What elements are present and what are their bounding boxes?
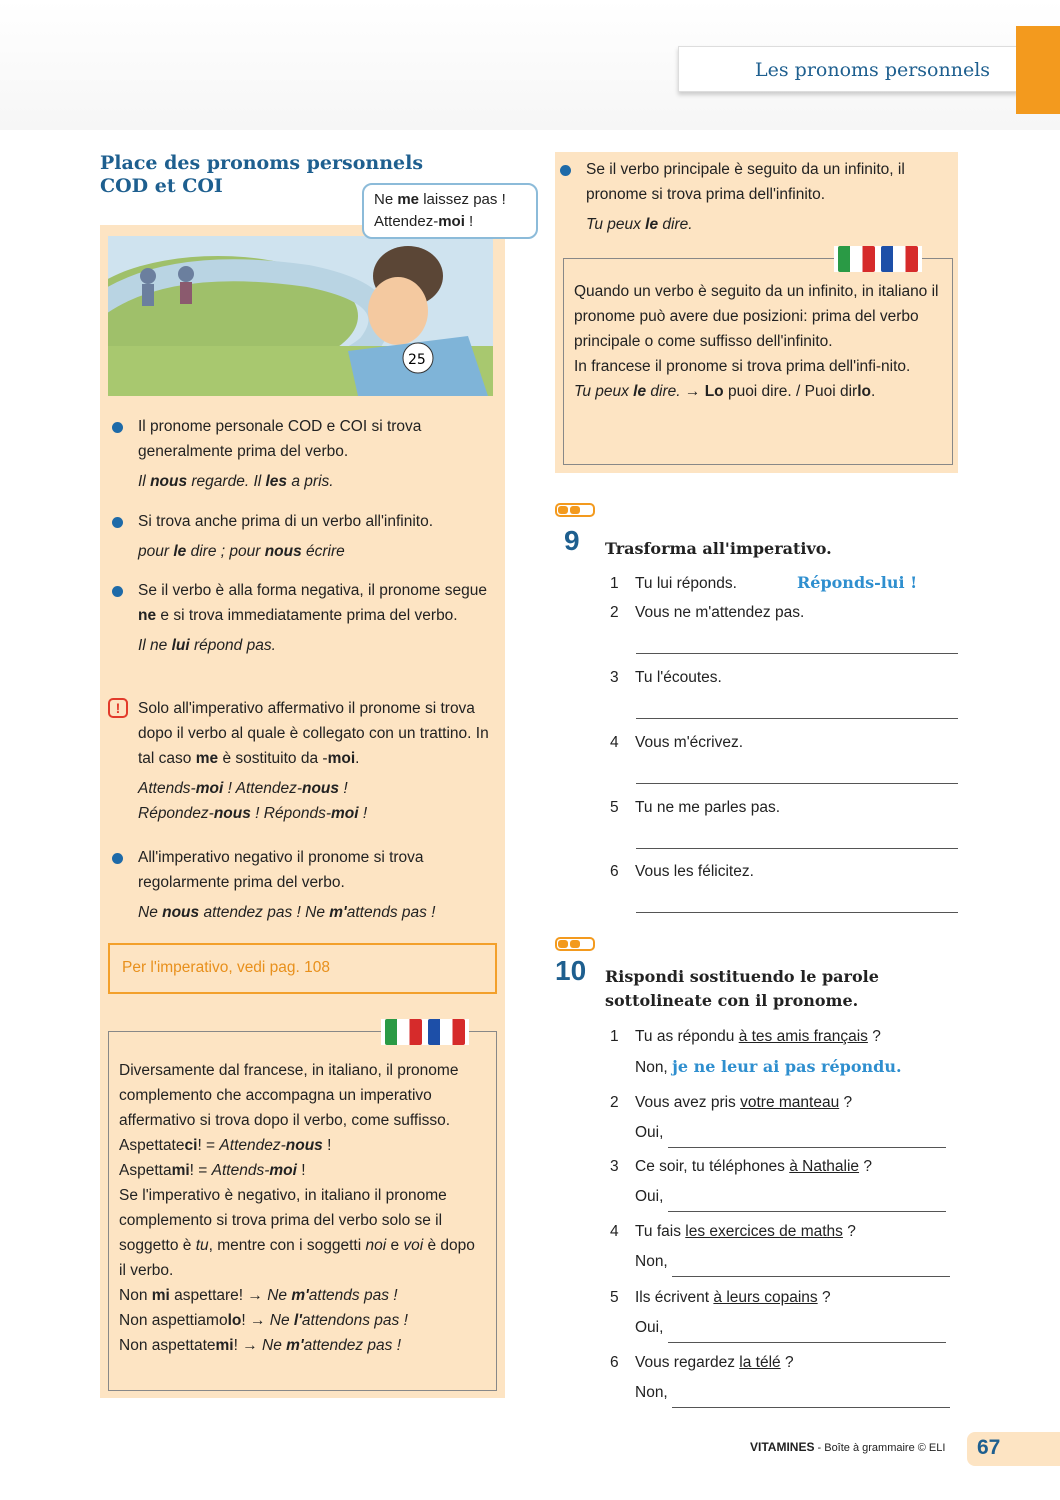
text-segment: moi — [438, 213, 465, 230]
item-prompt: Tu l'écoutes. — [635, 669, 722, 686]
text-segment: ! — [296, 1162, 306, 1179]
text-segment: . — [870, 383, 876, 400]
text-segment: répond pas. — [189, 637, 276, 654]
item-answer — [610, 1378, 958, 1408]
item-prompt: Tu ne me parles pas. — [635, 799, 781, 816]
grammar-rule — [110, 845, 500, 925]
text-segment: votre manteau — [740, 1094, 840, 1111]
text-segment: ? — [867, 1028, 881, 1045]
section-title-line: Place des pronoms personnels — [100, 152, 424, 174]
text-segment: mi — [171, 1162, 190, 1179]
text-segment: dire ; pour — [186, 543, 265, 560]
text-segment: ! — [464, 213, 474, 230]
text-segment: ? — [780, 1354, 794, 1371]
text-segment: Se l'imperativo è negativo, in italiano il pronome complemento si trova prima del verbo solo se il soggetto è — [119, 1187, 447, 1254]
footer-brand: VITAMINES — [750, 1440, 815, 1454]
text-segment: mi — [215, 1337, 234, 1354]
note-line — [119, 1158, 486, 1183]
text-segment: à leurs copains — [713, 1289, 818, 1306]
text-segment: Il ne — [138, 637, 172, 654]
rule-example — [138, 633, 500, 658]
rule-text — [138, 414, 500, 464]
text-segment: attendez pas ! Ne — [199, 904, 330, 921]
text-segment: ! = — [197, 1137, 220, 1154]
rule-text — [138, 509, 500, 534]
text-segment: m' — [329, 904, 347, 921]
grammar-rule — [110, 414, 500, 494]
grammar-rule — [110, 696, 500, 826]
text-segment: Ils écrivent — [635, 1289, 714, 1306]
text-segment: Non aspettiamo — [119, 1312, 228, 1329]
text-segment: lui — [171, 637, 190, 654]
text-segment: Ce soir, tu téléphones — [635, 1158, 790, 1175]
exercise-title-line: sottolineate con il pronome. — [605, 991, 859, 1010]
item-question — [635, 1289, 831, 1306]
exercise-item — [610, 1217, 958, 1277]
exercise-title-line: Rispondi sostituendo le parole — [605, 967, 879, 986]
text-segment: l' — [293, 1312, 302, 1329]
rule-example — [138, 776, 500, 801]
text-segment: aspettare! → — [169, 1287, 268, 1304]
item-prompt: Vous ne m'attendez pas. — [635, 604, 805, 621]
item-prompt: Vous les félicitez. — [635, 863, 754, 880]
bullet-icon — [112, 853, 123, 864]
text-segment: nous — [213, 805, 251, 822]
answer-prefix: Oui, — [635, 1188, 668, 1205]
speech-bubble — [362, 183, 538, 239]
text-segment: ? — [839, 1094, 853, 1111]
bullet-icon — [112, 422, 123, 433]
difficulty-level-icon — [555, 937, 595, 951]
note-line — [119, 1283, 486, 1308]
runner-bib-number: 25 — [408, 352, 426, 368]
note-line — [119, 1133, 486, 1158]
note-line — [119, 1308, 486, 1333]
item-question — [635, 1158, 872, 1175]
text-segment: le — [633, 383, 647, 400]
text-segment: In francese il pronome si trova prima dell'infi-nito. — [574, 358, 911, 375]
text-segment: les exercices de maths — [685, 1223, 843, 1240]
text-segment: puoi dire. / Puoi dir — [723, 383, 858, 400]
text-segment: ! Réponds- — [250, 805, 331, 822]
cross-reference: Per l'imperativo, vedi pag. 108 — [108, 943, 497, 994]
text-segment: Lo — [704, 383, 724, 400]
item-number: 4 — [610, 1223, 619, 1240]
italy-france-flags-icon — [834, 246, 922, 272]
text-segment: Non aspettate — [119, 1337, 216, 1354]
text-segment: moi — [269, 1162, 297, 1179]
item-number: 2 — [610, 1094, 619, 1111]
item-number: 3 — [610, 1158, 619, 1175]
text-segment: attends pas ! — [308, 1287, 398, 1304]
rule-text — [586, 157, 953, 207]
text-segment: Ne — [374, 191, 398, 208]
example-answer: je ne leur ai pas répondu. — [672, 1057, 902, 1076]
answer-line[interactable] — [636, 783, 958, 784]
text-segment: Attendez- — [374, 213, 439, 230]
chapter-marker — [1016, 26, 1060, 114]
text-segment: attendez pas ! — [303, 1337, 401, 1354]
text-segment: e — [386, 1237, 404, 1254]
rule-example — [138, 801, 500, 826]
item-question — [635, 1223, 856, 1240]
item-number: 5 — [610, 799, 619, 816]
text-segment: ! — [339, 780, 348, 797]
grammar-rule — [110, 509, 500, 564]
text-segment: Tu as répondu — [635, 1028, 739, 1045]
exercise-title: Trasforma all'imperativo. — [605, 539, 832, 558]
text-segment: Non — [119, 1287, 152, 1304]
footer-credit — [750, 1440, 945, 1454]
text-segment: ! = — [189, 1162, 212, 1179]
exercise-number: 9 — [564, 525, 580, 556]
text-segment: ci — [184, 1137, 198, 1154]
text-segment: écrire — [301, 543, 345, 560]
text-segment: Ne — [262, 1337, 287, 1354]
item-answer — [610, 1052, 958, 1083]
page-number: 67 — [967, 1432, 1060, 1466]
warning-icon: ! — [108, 698, 128, 718]
text-segment: laissez pas ! — [419, 191, 506, 208]
text-segment: ? — [842, 1223, 856, 1240]
text-segment: dire. — [658, 216, 693, 233]
text-segment: nous — [302, 780, 340, 797]
text-segment: e si trova immediatamente prima del verbo. — [156, 607, 458, 624]
text-segment: pour — [138, 543, 174, 560]
speech-line — [374, 189, 526, 211]
rule-example — [138, 469, 500, 494]
text-segment: Si trova anche prima di un verbo all'infinito. — [138, 513, 434, 530]
text-segment: nous — [162, 904, 200, 921]
text-segment: les — [265, 473, 288, 490]
italy-france-flags-icon — [381, 1019, 469, 1045]
text-segment: la télé — [739, 1354, 781, 1371]
rule-text — [138, 845, 500, 895]
text-segment: Vous avez pris — [635, 1094, 741, 1111]
rule-example — [138, 900, 500, 925]
text-segment: Il pronome personale COD e COI si trova generalmente prima del verbo. — [138, 418, 422, 460]
item-prompt: Tu lui réponds. — [635, 575, 737, 592]
item-question — [635, 1094, 852, 1111]
answer-prefix: Non, — [635, 1253, 673, 1270]
text-segment: dire. — [646, 383, 681, 400]
exercise-item — [610, 1088, 958, 1148]
exercise-item — [610, 598, 958, 628]
item-prompt: Vous m'écrivez. — [635, 734, 744, 751]
text-segment: Quando un verbo è seguito da un infinito, in italiano il pronome può avere due posizioni: prima del verbo principale o come suffisso dell'infinito. — [574, 283, 939, 350]
answer-blank[interactable] — [668, 1319, 946, 1343]
text-segment: Se il verbo è alla forma negativa, il pronome segue — [138, 582, 487, 599]
text-segment: lo — [227, 1312, 242, 1329]
text-segment: ! — [322, 1137, 332, 1154]
item-number: 5 — [610, 1289, 619, 1306]
text-segment: m' — [286, 1337, 304, 1354]
answer-prefix: Non, — [635, 1384, 673, 1401]
text-segment: Attendez- — [219, 1137, 286, 1154]
text-segment: Attends- — [138, 780, 196, 797]
infinitive-rule — [558, 157, 953, 237]
item-number: 1 — [610, 1028, 619, 1045]
answer-blank[interactable] — [668, 1188, 946, 1212]
text-segment: Se il verbo principale è seguito da un infinito, il pronome si trova prima dell'infinito. — [586, 161, 905, 203]
text-segment: Vous regardez — [635, 1354, 740, 1371]
answer-blank[interactable] — [672, 1384, 950, 1408]
text-segment: regarde. Il — [187, 473, 266, 490]
text-segment: nous — [264, 543, 302, 560]
exercise-item — [610, 793, 958, 823]
item-number: 3 — [610, 669, 619, 686]
text-segment: Attends- — [211, 1162, 270, 1179]
text-segment: moi — [195, 780, 224, 797]
text-segment: Solo all'imperativo affermativo il pronome si trova dopo il verbo al quale è collegato con un trattino. In tal caso — [138, 700, 489, 767]
rule-text — [138, 578, 500, 628]
exercise-item — [610, 1283, 958, 1343]
text-segment: voi — [403, 1237, 424, 1254]
rule-example — [138, 539, 500, 564]
grammar-rule — [110, 578, 500, 658]
text-segment: nous — [150, 473, 188, 490]
text-segment: , mentre con i soggetti — [208, 1237, 366, 1254]
text-segment: è dopo il verbo. — [119, 1237, 475, 1279]
text-segment: . — [355, 750, 360, 767]
text-segment: Ne — [269, 1312, 294, 1329]
text-segment: moi — [331, 805, 359, 822]
item-question — [635, 1354, 794, 1371]
item-number: 6 — [610, 863, 619, 880]
note-line — [574, 379, 942, 404]
exercise-number: 10 — [555, 955, 587, 986]
item-number: 1 — [610, 575, 619, 592]
item-answer — [610, 1182, 958, 1212]
item-question — [635, 1028, 881, 1045]
answer-line[interactable] — [636, 718, 958, 719]
text-segment: nous — [285, 1137, 323, 1154]
speech-line — [374, 211, 526, 233]
text-segment: me — [195, 750, 219, 767]
infinitive-comparison-note — [563, 258, 953, 465]
note-line — [119, 1183, 486, 1283]
note-line — [574, 279, 942, 354]
exercise-item — [610, 663, 958, 693]
item-number: 4 — [610, 734, 619, 751]
answer-line[interactable] — [636, 912, 958, 913]
chapter-title: Les pronoms personnels — [678, 46, 1018, 92]
text-segment: Ne — [138, 904, 163, 921]
text-segment: è sostituito da - — [218, 750, 328, 767]
text-segment: Tu peux — [574, 383, 634, 400]
text-segment: Il — [138, 473, 151, 490]
bullet-icon — [112, 586, 123, 597]
text-segment: ? — [817, 1289, 831, 1306]
item-number: 6 — [610, 1354, 619, 1371]
rule-example — [586, 212, 953, 237]
answer-prefix: Non, — [635, 1059, 673, 1076]
rule-text — [138, 696, 500, 771]
text-segment: le — [173, 543, 187, 560]
text-segment: noi — [365, 1237, 387, 1254]
text-segment: tu — [195, 1237, 209, 1254]
text-segment: ! → — [233, 1337, 263, 1354]
answer-blank[interactable] — [668, 1124, 946, 1148]
item-number: 2 — [610, 604, 619, 621]
text-segment: Diversamente dal francese, in italiano, il pronome complemento che accompagna un imperativo affermativo si trova dopo il verbo, come suffisso. — [119, 1062, 459, 1129]
text-segment: Aspettate — [119, 1137, 185, 1154]
text-segment: à tes amis français — [738, 1028, 868, 1045]
exercise-title — [605, 965, 879, 1013]
text-segment: ! — [358, 805, 368, 822]
answer-line[interactable] — [636, 653, 958, 654]
text-segment: All'imperativo negativo il pronome si trova regolarmente prima del verbo. — [138, 849, 424, 891]
text-segment: lo — [857, 383, 871, 400]
text-segment: Tu peux — [586, 216, 646, 233]
exercise-item — [610, 1152, 958, 1212]
runner-illustration — [108, 236, 493, 396]
item-answer — [610, 1313, 958, 1343]
exercise-item — [610, 1348, 958, 1408]
item-answer — [610, 1118, 958, 1148]
item-answer — [610, 1247, 958, 1277]
text-segment: le — [645, 216, 659, 233]
text-segment: ! → — [241, 1312, 270, 1329]
exercise-item — [610, 728, 958, 758]
answer-prefix: Oui, — [635, 1124, 668, 1141]
bullet-icon — [560, 165, 571, 176]
text-segment: moi — [327, 750, 356, 767]
answer-blank[interactable] — [672, 1253, 950, 1277]
exercise-item — [610, 568, 958, 599]
text-segment: Tu fais — [635, 1223, 686, 1240]
text-segment: attendons pas ! — [301, 1312, 408, 1329]
exercise-item — [610, 857, 958, 887]
bullet-icon — [112, 517, 123, 528]
text-segment: à Nathalie — [789, 1158, 860, 1175]
text-segment: a pris. — [287, 473, 334, 490]
text-segment: → — [680, 383, 705, 400]
section-title-line: COD et COI — [100, 175, 223, 197]
answer-prefix: Oui, — [635, 1319, 668, 1336]
difficulty-level-icon — [555, 503, 595, 517]
example-answer: Réponds-lui ! — [796, 573, 918, 592]
text-segment: mi — [151, 1287, 170, 1304]
text-segment: Répondez- — [138, 805, 214, 822]
text-segment: m' — [291, 1287, 309, 1304]
footer-subtitle: - Boîte à grammaire © ELI — [814, 1442, 946, 1454]
text-segment: ! Attendez- — [223, 780, 302, 797]
answer-line[interactable] — [636, 848, 958, 849]
exercise-item — [610, 1022, 958, 1083]
note-line — [119, 1333, 486, 1358]
text-segment: me — [397, 191, 420, 208]
note-line — [119, 1058, 486, 1133]
text-segment: ? — [859, 1158, 872, 1175]
note-line — [574, 354, 942, 379]
text-segment: ne — [138, 607, 157, 624]
text-segment: Aspetta — [119, 1162, 172, 1179]
text-segment: attends pas ! — [346, 904, 436, 921]
text-segment: Ne — [267, 1287, 292, 1304]
italian-comparison-note — [108, 1031, 497, 1391]
